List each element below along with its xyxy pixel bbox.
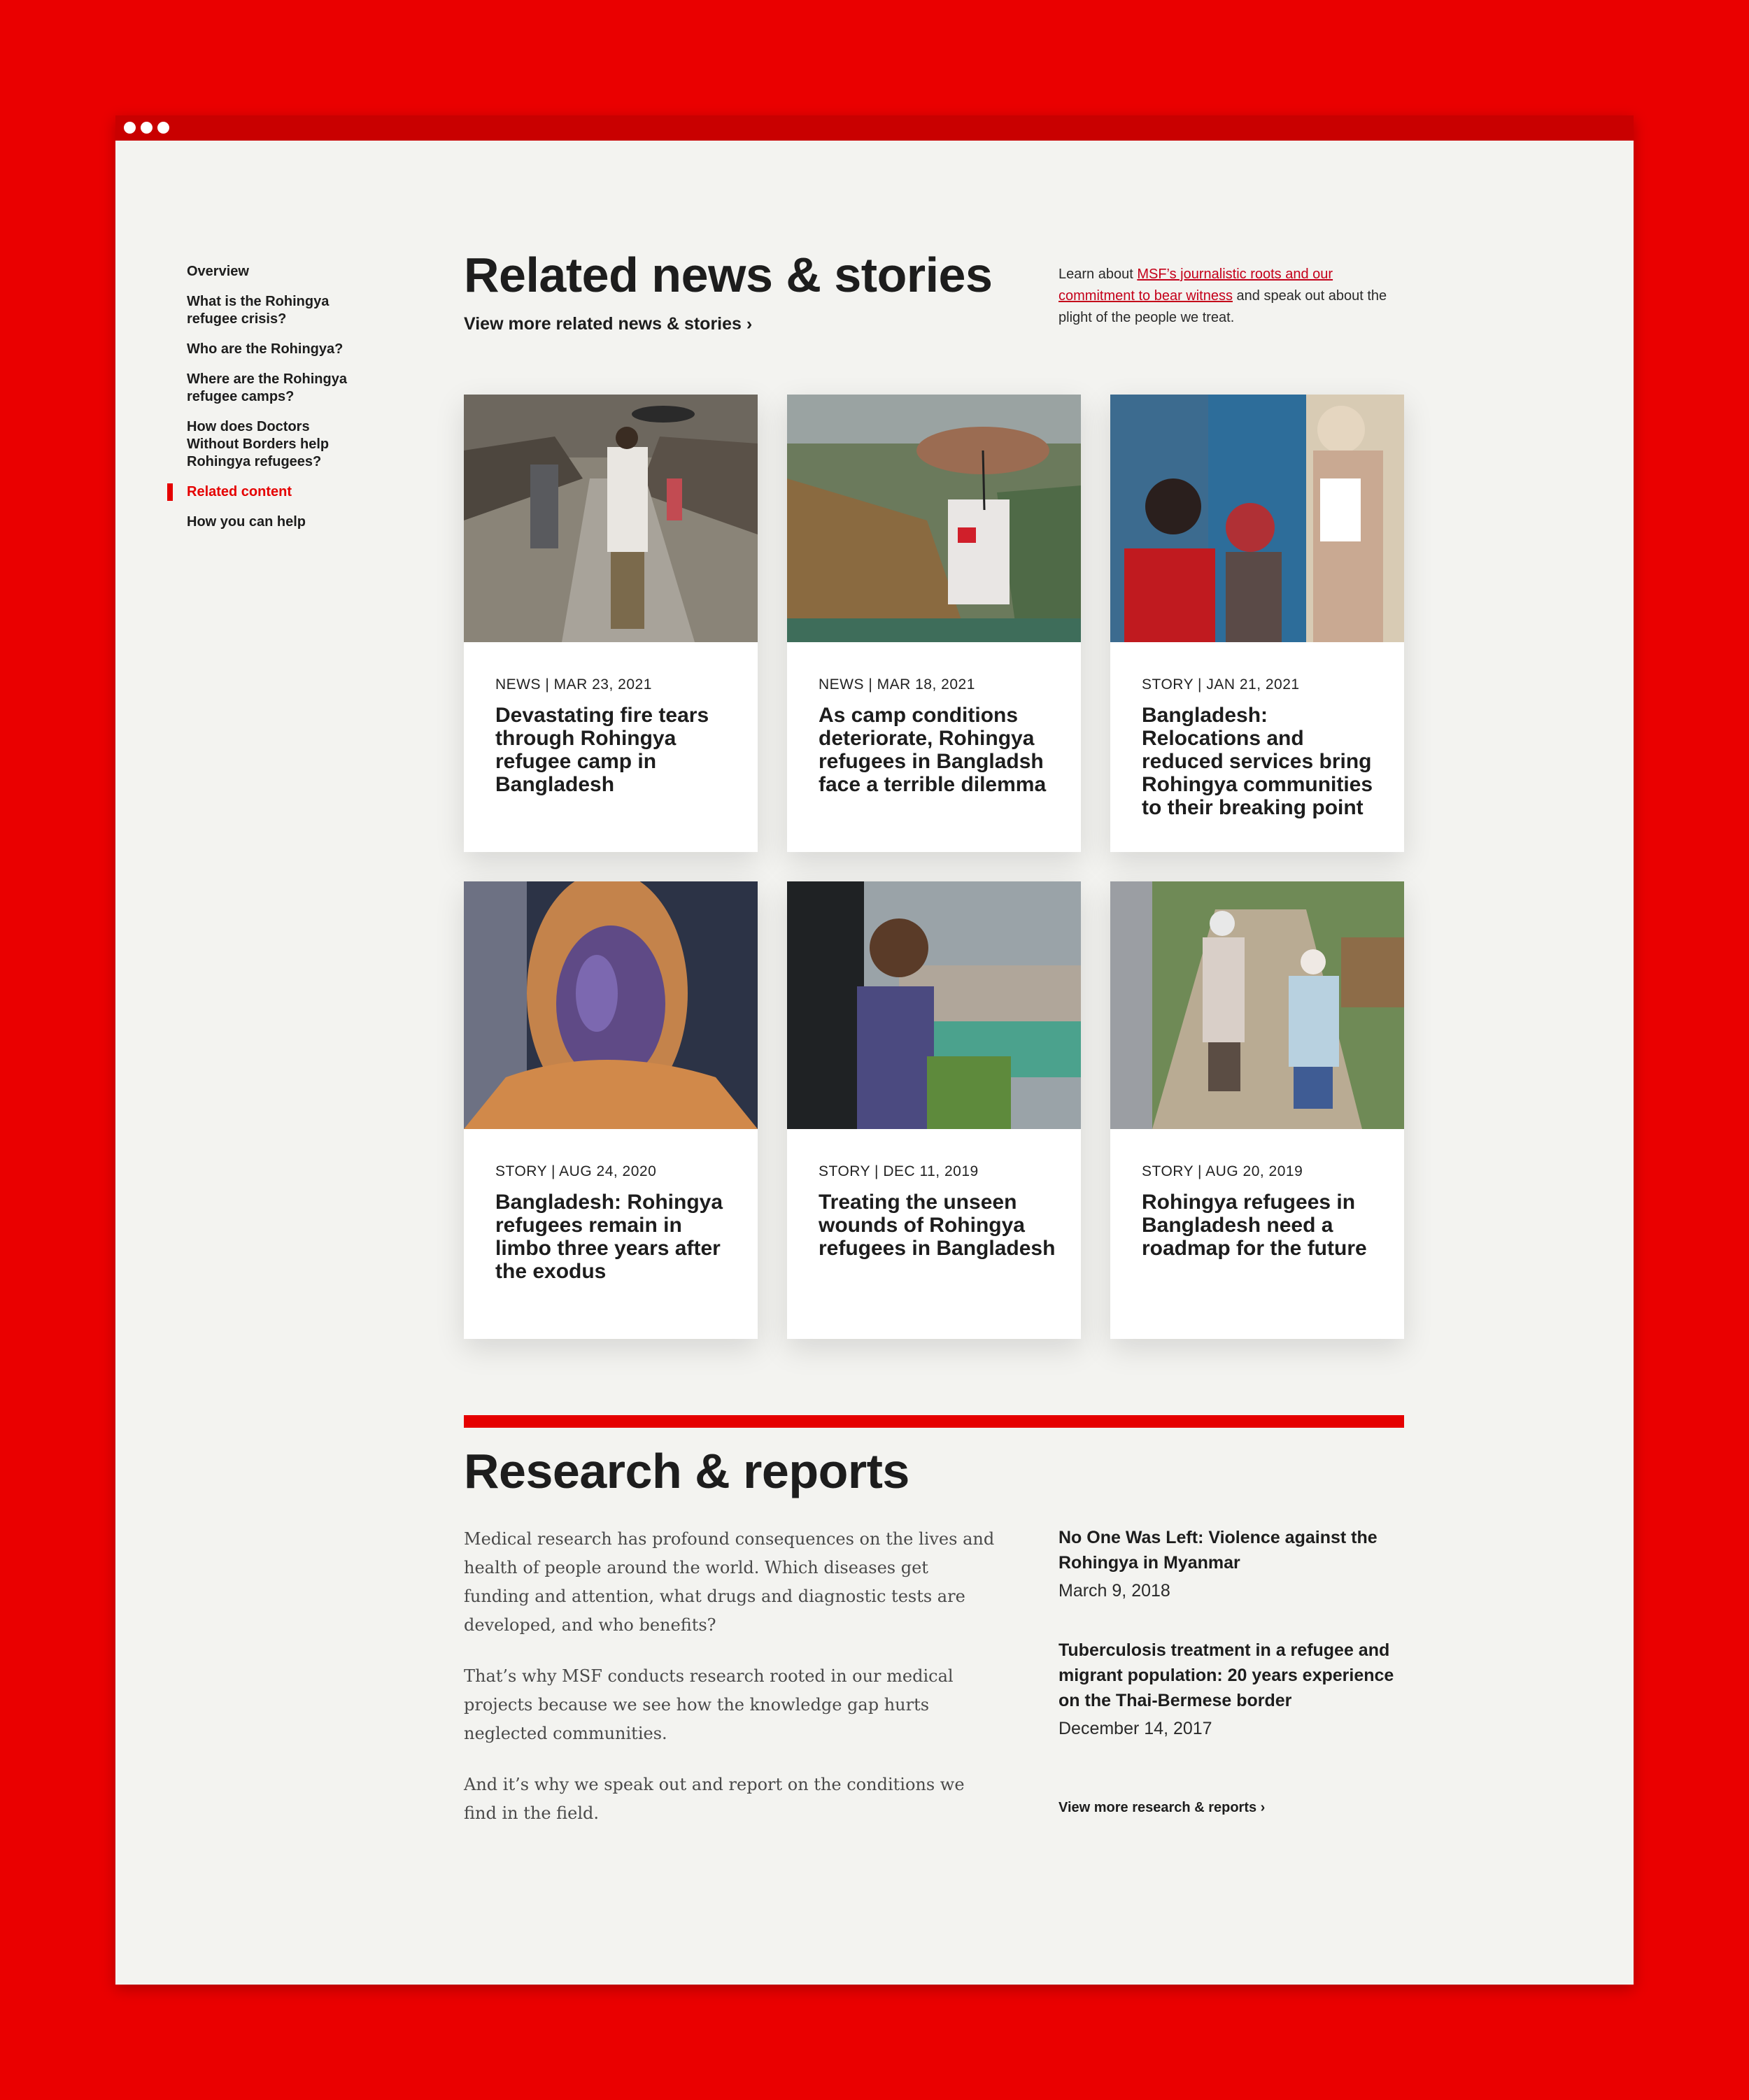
card-photo: [464, 881, 758, 1129]
maximize-dot-icon[interactable]: [157, 122, 169, 134]
intro-suffix: and speak out about the plight of the people we treat.: [1058, 288, 1387, 325]
view-more-research-label: View more research & reports: [1058, 1800, 1257, 1815]
sidebar-item-how-msf-helps[interactable]: How does Doctors Without Borders help Rohingya refugees?: [187, 419, 330, 469]
card-meta: NEWS | MAR 18, 2021: [819, 676, 975, 693]
sidebar-item-who-are-rohingya[interactable]: Who are the Rohingya?: [187, 341, 344, 357]
view-more-research-link[interactable]: [1058, 1800, 1265, 1816]
story-card[interactable]: [787, 881, 1081, 1339]
browser-window: [115, 115, 1634, 1985]
story-card[interactable]: [1110, 881, 1404, 1339]
intro-prefix: Learn about: [1058, 267, 1138, 282]
research-paragraph: And it’s why we speak out and report on the conditions we find in the field.: [464, 1775, 965, 1823]
side-navigation: [187, 263, 348, 544]
hillside-camp-photo: [787, 395, 1081, 642]
sidebar-item-overview[interactable]: Overview: [187, 264, 249, 279]
card-title[interactable]: Rohingya refugees in Bangladesh need a roadmap for the future: [1142, 1191, 1367, 1260]
report-date: December 14, 2017: [1058, 1719, 1212, 1738]
close-dot-icon[interactable]: [124, 122, 136, 134]
card-photo: [787, 881, 1081, 1129]
view-more-related-label: View more related news & stories: [464, 314, 742, 334]
boy-overlooking-camp-photo: [787, 881, 1081, 1129]
card-meta: STORY | JAN 21, 2021: [1142, 676, 1300, 693]
card-meta: STORY | DEC 11, 2019: [819, 1163, 979, 1179]
report-title-link[interactable]: Tuberculosis treatment in a refugee and migrant population: 20 years experience on the Thai-Bermese border: [1058, 1640, 1394, 1710]
card-meta: STORY | AUG 20, 2019: [1142, 1163, 1303, 1179]
story-card[interactable]: [464, 395, 758, 852]
card-meta: STORY | AUG 24, 2020: [495, 1163, 657, 1179]
card-title[interactable]: Devastating fire tears through Rohingya refugee camp in Bangladesh: [495, 704, 709, 796]
related-heading: Related news & stories: [464, 248, 993, 302]
men-walking-path-photo: [1110, 881, 1404, 1129]
journalistic-roots-link[interactable]: MSF’s journalistic roots and our commitment to bear witness: [1058, 267, 1333, 304]
report-item: [1058, 1525, 1408, 1601]
window-controls: [124, 122, 169, 134]
sidebar-item-where-camps[interactable]: Where are the Rohingya refugee camps?: [187, 371, 347, 404]
sidebar-item-what-is-crisis[interactable]: What is the Rohingya refugee crisis?: [187, 294, 330, 327]
window-titlebar: [115, 115, 1634, 141]
chevron-right-icon: ›: [746, 314, 753, 334]
card-title[interactable]: Treating the unseen wounds of Rohingya refugees in Bangladesh: [819, 1191, 1056, 1260]
card-photo: [787, 395, 1081, 642]
card-title[interactable]: As camp conditions deteriorate, Rohingya refugees in Bangladsh face a terrible dilemma: [819, 704, 1047, 796]
card-photo: [464, 395, 758, 642]
sidebar-item-related-content[interactable]: Related content: [187, 483, 348, 501]
report-item: [1058, 1638, 1408, 1739]
view-more-related-link[interactable]: [464, 314, 752, 334]
story-card[interactable]: [464, 881, 758, 1339]
sidebar-item-how-you-can-help[interactable]: How you can help: [187, 514, 306, 530]
section-divider: [464, 1415, 1404, 1428]
clinic-doorway-photo: [1110, 395, 1404, 642]
card-meta: NEWS | MAR 23, 2021: [495, 676, 652, 693]
card-title[interactable]: Bangladesh: Relocations and reduced services bring Rohingya communities to their breaking point: [1142, 704, 1373, 819]
research-paragraph: That’s why MSF conducts research rooted in our medical projects because we see how the knowledge gap hurts neglected communities.: [464, 1666, 954, 1743]
story-card[interactable]: [1110, 395, 1404, 852]
related-intro: [1058, 264, 1394, 329]
report-date: March 9, 2018: [1058, 1581, 1170, 1601]
research-heading: Research & reports: [464, 1444, 909, 1498]
card-photo: [1110, 395, 1404, 642]
camp-street-photo: [464, 395, 758, 642]
report-title-link[interactable]: No One Was Left: Violence against the Rohingya in Myanmar: [1058, 1528, 1378, 1573]
card-photo: [1110, 881, 1404, 1129]
portrait-woman-photo: [464, 881, 758, 1129]
research-paragraph: Medical research has profound consequences on the lives and health of people around the world. Which diseases get funding and attention, what drugs and diagnostic tests are developed, and who benefits?: [464, 1529, 995, 1635]
story-card[interactable]: [787, 395, 1081, 852]
card-title[interactable]: Bangladesh: Rohingya refugees remain in limbo three years after the exodus: [495, 1191, 723, 1283]
minimize-dot-icon[interactable]: [141, 122, 153, 134]
chevron-right-icon: ›: [1260, 1800, 1266, 1815]
page-content: [115, 141, 1634, 1985]
